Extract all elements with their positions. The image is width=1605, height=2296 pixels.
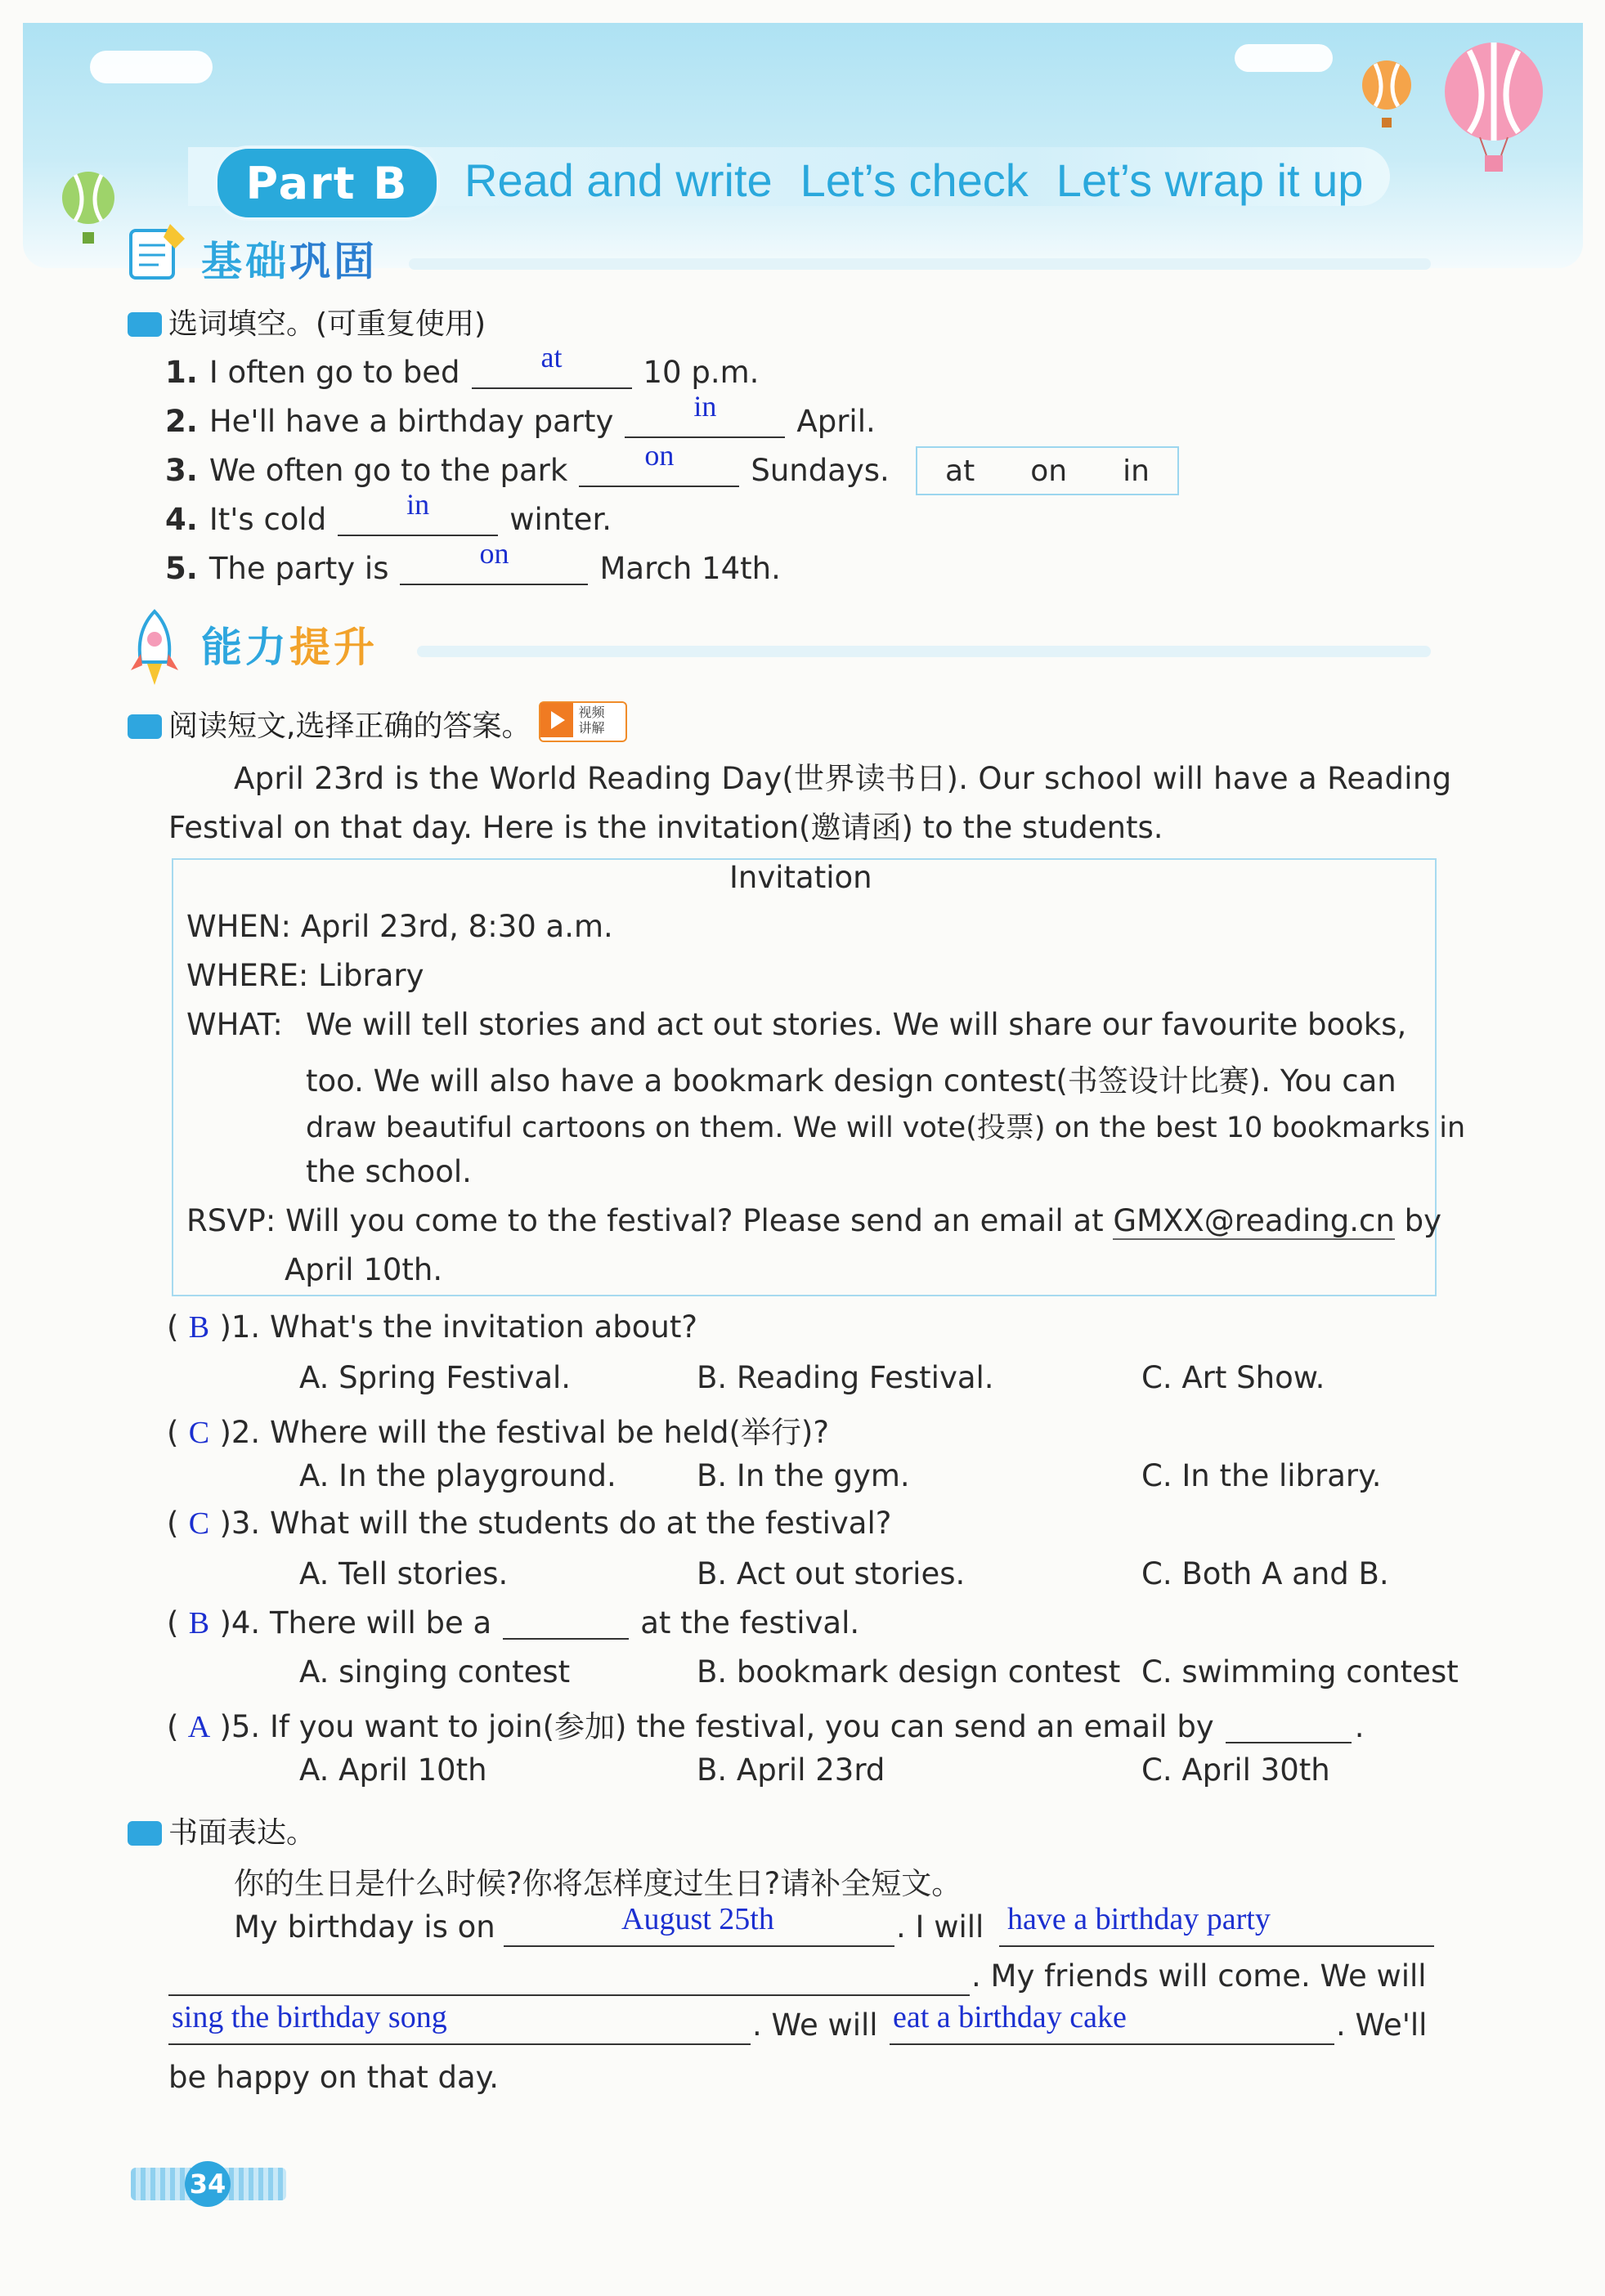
writing-prompt: 你的生日是什么时候?你将怎样度过生日?请补全短文。 — [234, 1866, 962, 1901]
rsvp-email: GMXX@reading.cn — [1113, 1203, 1395, 1238]
writing-answer-4: eat a birthday cake — [893, 2000, 1127, 2034]
section2-divider — [417, 646, 1431, 657]
item-text-before: It's cold — [208, 502, 327, 537]
writing-blank-4[interactable] — [890, 2043, 1334, 2045]
section2-title-part1: 能力 — [201, 624, 289, 671]
word-box — [916, 446, 1179, 495]
cloud-left — [90, 51, 213, 83]
section1-title-part1: 基础 — [201, 238, 289, 285]
passage-intro-line1: April 23rd is the World Reading Day(世界读书日). Our school will have a Reading — [234, 761, 1452, 796]
mc-question-4: ( B )4. There will be a at the festival. — [167, 1605, 860, 1640]
video-label-1: 视频 — [578, 705, 605, 720]
word-option: on — [1030, 454, 1068, 488]
item-number: 2. — [165, 404, 198, 439]
banner-title-read-and-write: Read and write — [464, 154, 773, 206]
play-icon — [540, 703, 573, 737]
item-text-before: I often go to bed — [208, 355, 460, 390]
rsvp-by: by — [1404, 1203, 1441, 1238]
invitation-what-line3: draw beautiful cartoons on them. We will vote(投票) on the best 10 bookmarks in — [306, 1112, 1466, 1144]
rsvp-label: RSVP: — [186, 1203, 276, 1238]
question1-heading — [128, 301, 486, 342]
question2-heading — [128, 701, 627, 745]
blank-item-3 — [165, 439, 890, 488]
where-value: Library — [318, 958, 424, 993]
blank-item-4 — [165, 488, 612, 537]
mc1-option-b: B. Reading Festival. — [697, 1360, 994, 1395]
answer-blank[interactable] — [472, 341, 632, 389]
section2-title-part2: 提升 — [289, 624, 378, 671]
writing-answer-1: August 25th — [621, 1902, 774, 1936]
word-option: at — [945, 454, 975, 488]
mc-answer[interactable]: A — [187, 1710, 211, 1744]
banner-title-lets-wrap-it-up: Let’s wrap it up — [1056, 154, 1364, 206]
blank-item-2 — [165, 390, 876, 439]
section1-divider — [409, 258, 1431, 270]
mc-question-text-after: . — [1354, 1709, 1365, 1744]
mc5-option-c: C. April 30th — [1141, 1752, 1330, 1788]
mc-question-2: ( C )2. Where will the festival be held(举行)? — [167, 1415, 829, 1450]
question-number-badge — [128, 714, 162, 739]
item-text-after: 10 p.m. — [643, 355, 760, 390]
mc-question-text: 1. What's the invitation about? — [231, 1309, 697, 1345]
mc3-option-a: A. Tell stories. — [299, 1556, 509, 1591]
writing-answer-2: have a birthday party — [1007, 1902, 1271, 1936]
mc4-option-a: A. singing contest — [299, 1654, 571, 1690]
mc1-option-a: A. Spring Festival. — [299, 1360, 572, 1395]
answer-blank[interactable] — [579, 439, 739, 487]
mc4-option-b: B. bookmark design contest — [697, 1654, 1121, 1690]
rsvp-text: Will you come to the festival? Please send an email at — [285, 1203, 1104, 1238]
question-number-badge — [128, 312, 162, 337]
invitation-rsvp — [186, 1203, 1441, 1238]
handwritten-answer: at — [540, 341, 563, 374]
mc-answer[interactable]: C — [188, 1416, 210, 1450]
banner-section-titles — [464, 145, 1391, 214]
item-number: 1. — [165, 355, 198, 390]
question2-instruction: 阅读短文,选择正确的答案。 — [168, 709, 531, 743]
answer-blank[interactable] — [400, 537, 588, 585]
invitation-title: Invitation — [729, 860, 872, 895]
page-number: 34 — [185, 2161, 231, 2207]
mc-question-1: ( B )1. What's the invitation about? — [167, 1309, 697, 1345]
writing-text-2: . I will — [896, 1909, 984, 1945]
mc-question-text-after: at the festival. — [640, 1605, 860, 1640]
mc-question-text: 4. There will be a — [231, 1605, 492, 1640]
section2-title — [201, 615, 378, 674]
item-text-before: He'll have a birthday party — [208, 404, 614, 439]
question3-heading — [128, 1810, 316, 1851]
mc2-option-a: A. In the playground. — [299, 1458, 616, 1493]
video-explanation-button[interactable] — [539, 701, 627, 742]
handwritten-answer: in — [406, 488, 430, 521]
invitation-what-line2: too. We will also have a bookmark design contest(书签设计比赛). You can — [306, 1063, 1397, 1099]
answer-blank[interactable] — [338, 488, 498, 536]
mc4-option-c: C. swimming contest — [1141, 1654, 1459, 1690]
mc5-option-b: B. April 23rd — [697, 1752, 885, 1788]
where-label: WHERE: — [186, 958, 309, 993]
item-text-after: March 14th. — [599, 551, 781, 586]
invitation-rsvp-line2: April 10th. — [285, 1252, 443, 1287]
handwritten-answer: on — [644, 439, 675, 472]
mc-answer[interactable]: B — [188, 1606, 210, 1640]
section1-title — [201, 229, 378, 288]
mc-answer[interactable]: C — [188, 1506, 210, 1541]
writing-answer-3: sing the birthday song — [172, 2000, 447, 2034]
writing-text-3: . My friends will come. We will — [971, 1958, 1427, 1994]
question-number-badge — [128, 1821, 162, 1846]
question3-instruction: 书面表达。 — [168, 1816, 316, 1850]
answer-blank[interactable] — [1226, 1707, 1352, 1743]
rocket-icon — [126, 608, 183, 690]
mc-question-text: 2. Where will the festival be held(举行)? — [231, 1415, 829, 1450]
answer-blank[interactable] — [503, 1604, 629, 1640]
banner-title-lets-check: Let’s check — [800, 154, 1029, 206]
mc5-option-a: A. April 10th — [299, 1752, 487, 1788]
mc3-option-c: C. Both A and B. — [1141, 1556, 1389, 1591]
invitation-when — [186, 909, 613, 944]
writing-text-5: . We'll — [1336, 2007, 1428, 2043]
mc-question-text: 3. What will the students do at the festival? — [231, 1506, 892, 1541]
cloud-right — [1235, 44, 1333, 72]
writing-blank-2[interactable] — [999, 1945, 1434, 1947]
part-label: Part B — [214, 145, 440, 221]
question1-instruction: 选词填空。(可重复使用) — [168, 307, 486, 341]
mc1-option-c: C. Art Show. — [1141, 1360, 1325, 1395]
passage-intro-line2: Festival on that day. Here is the invitation(邀请函) to the students. — [168, 810, 1163, 845]
item-text-before: We often go to the park — [208, 453, 568, 488]
writing-blank-2-cont[interactable] — [168, 1994, 970, 1996]
green-balloon-icon — [57, 170, 119, 248]
item-number: 3. — [165, 453, 198, 488]
section1-title-part2: 巩固 — [289, 238, 378, 285]
blank-item-5 — [165, 537, 781, 586]
writing-blank-1[interactable] — [504, 1945, 894, 1947]
when-value: April 23rd, 8:30 a.m. — [300, 909, 613, 944]
item-number: 5. — [165, 551, 198, 586]
blank-item-1 — [165, 341, 760, 390]
mc2-option-b: B. In the gym. — [697, 1458, 910, 1493]
mc-question-3: ( C )3. What will the students do at the festival? — [167, 1506, 892, 1541]
when-label: WHEN: — [186, 909, 291, 944]
item-text-before: The party is — [208, 551, 389, 586]
item-number: 4. — [165, 502, 198, 537]
writing-text-1: My birthday is on — [234, 1909, 495, 1945]
invitation-where — [186, 958, 424, 993]
handwritten-answer: on — [479, 537, 509, 570]
writing-text-4: . We will — [752, 2007, 878, 2043]
item-text-after: April. — [796, 404, 876, 439]
handwritten-answer: in — [693, 390, 717, 423]
writing-blank-3[interactable] — [168, 2043, 751, 2045]
invitation-what-line1: We will tell stories and act out stories. We will share our favourite books, — [306, 1007, 1407, 1042]
invitation-what-line4: the school. — [306, 1154, 472, 1189]
small-balloon-icon — [1357, 59, 1416, 132]
item-text-after: Sundays. — [751, 453, 890, 488]
writing-text-6: be happy on that day. — [168, 2060, 500, 2095]
mc-answer[interactable]: B — [188, 1310, 210, 1345]
hot-air-balloon-icon — [1437, 41, 1550, 180]
mc2-option-c: C. In the library. — [1141, 1458, 1382, 1493]
video-label-2: 讲解 — [578, 720, 605, 736]
mc-question-text: 5. If you want to join(参加) the festival, you can send an email by — [231, 1709, 1214, 1744]
item-text-after: winter. — [509, 502, 612, 537]
notebook-icon — [123, 219, 191, 284]
answer-blank[interactable] — [625, 390, 785, 438]
word-option: in — [1123, 454, 1150, 488]
invitation-what-label: WHAT: — [186, 1007, 283, 1042]
mc-question-5: ( A )5. If you want to join(参加) the festival, you can send an email by . — [167, 1709, 1365, 1744]
mc3-option-b: B. Act out stories. — [697, 1556, 966, 1591]
